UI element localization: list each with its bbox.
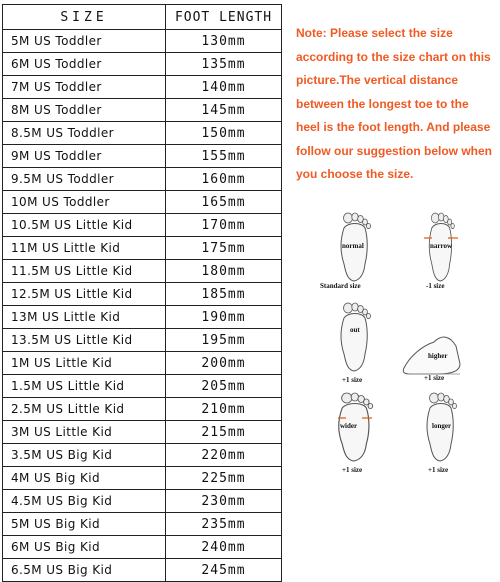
size-cell: 5M US Big Kid: [3, 513, 166, 536]
table-row: [3, 421, 282, 444]
size-cell: 6.5M US Big Kid: [3, 559, 166, 582]
size-suggestion-caption: +1 size: [342, 376, 363, 384]
table-row: [3, 513, 282, 536]
foot-card-narrow: [408, 206, 480, 288]
size-cell: 12.5M US Little Kid: [3, 283, 166, 306]
table-row: [3, 559, 282, 582]
table-header-row: [3, 5, 282, 30]
table-row: [3, 53, 282, 76]
table-row: [3, 168, 282, 191]
foot-type-label: narrow: [430, 242, 453, 250]
size-suggestion-caption: +1 size: [342, 466, 363, 474]
table-row: [3, 536, 282, 559]
size-cell: 11M US Little Kid: [3, 237, 166, 260]
foot-length-cell: 215mm: [166, 421, 282, 444]
table-row: [3, 191, 282, 214]
table-row: [3, 490, 282, 513]
size-cell: 1.5M US Little Kid: [3, 375, 166, 398]
foot-length-cell: 245mm: [166, 559, 282, 582]
size-suggestion-caption: +1 size: [424, 374, 445, 382]
foot-length-cell: 220mm: [166, 444, 282, 467]
size-cell: 2.5M US Little Kid: [3, 398, 166, 421]
table-row: [3, 145, 282, 168]
table-row: [3, 306, 282, 329]
foot-length-cell: 165mm: [166, 191, 282, 214]
size-cell: 9M US Toddler: [3, 145, 166, 168]
size-cell: 10.5M US Little Kid: [3, 214, 166, 237]
size-cell: 5M US Toddler: [3, 30, 166, 53]
size-cell: 10M US Toddler: [3, 191, 166, 214]
foot-type-label: out: [350, 326, 360, 334]
size-cell: 7M US Toddler: [3, 76, 166, 99]
size-guide-note: Note: Please select the size according to the size chart on this picture.The vertical distance between the longest toe to the heel is the foot length. And please follow our suggestion below when you choose the size.: [296, 26, 492, 181]
size-cell: 3M US Little Kid: [3, 421, 166, 444]
table-row: [3, 30, 282, 53]
table-row: [3, 467, 282, 490]
foot-length-cell: 150mm: [166, 122, 282, 145]
foot-length-cell: 240mm: [166, 536, 282, 559]
table-row: [3, 260, 282, 283]
foot-length-cell: 205mm: [166, 375, 282, 398]
foot-length-cell: 140mm: [166, 76, 282, 99]
table-row: [3, 352, 282, 375]
foot-length-cell: 185mm: [166, 283, 282, 306]
size-suggestion-caption: Standard size: [320, 282, 361, 290]
table-row: [3, 375, 282, 398]
foot-length-cell: 170mm: [166, 214, 282, 237]
size-cell: 13.5M US Little Kid: [3, 329, 166, 352]
foot-length-cell: 145mm: [166, 99, 282, 122]
foot-type-label: normal: [342, 242, 364, 250]
size-cell: 9.5M US Toddler: [3, 168, 166, 191]
foot-length-cell: 160mm: [166, 168, 282, 191]
foot-card-normal: [322, 206, 394, 288]
table-row: [3, 76, 282, 99]
size-cell: 11.5M US Little Kid: [3, 260, 166, 283]
size-suggestion-caption: -1 size: [426, 282, 445, 290]
size-cell: 8M US Toddler: [3, 99, 166, 122]
foot-type-label: higher: [428, 352, 448, 360]
size-cell: 4M US Big Kid: [3, 467, 166, 490]
size-column-header: SIZE: [3, 5, 166, 30]
table-row: [3, 329, 282, 352]
foot-card-wider: [322, 386, 394, 474]
size-chart-table: [2, 4, 282, 582]
foot-length-cell: 225mm: [166, 467, 282, 490]
foot-length-cell: 130mm: [166, 30, 282, 53]
size-cell: 8.5M US Toddler: [3, 122, 166, 145]
foot-length-cell: 190mm: [166, 306, 282, 329]
table-row: [3, 283, 282, 306]
size-cell: 1M US Little Kid: [3, 352, 166, 375]
foot-length-cell: 135mm: [166, 53, 282, 76]
foot-length-cell: 230mm: [166, 490, 282, 513]
foot-type-label: longer: [432, 422, 452, 430]
size-cell: 6M US Big Kid: [3, 536, 166, 559]
foot-length-cell: 195mm: [166, 329, 282, 352]
foot-length-cell: 210mm: [166, 398, 282, 421]
table-row: [3, 237, 282, 260]
table-row: [3, 99, 282, 122]
foot-length-cell: 180mm: [166, 260, 282, 283]
size-cell: 6M US Toddler: [3, 53, 166, 76]
size-cell: 13M US Little Kid: [3, 306, 166, 329]
table-row: [3, 122, 282, 145]
table-row: [3, 398, 282, 421]
size-cell: 3.5M US Big Kid: [3, 444, 166, 467]
foot-type-label: wider: [340, 422, 358, 430]
foot-length-cell: 155mm: [166, 145, 282, 168]
table-row: [3, 214, 282, 237]
foot-length-cell: 235mm: [166, 513, 282, 536]
size-cell: 4.5M US Big Kid: [3, 490, 166, 513]
foot-length-cell: 200mm: [166, 352, 282, 375]
foot-length-column-header: FOOT LENGTH: [166, 5, 282, 30]
foot-length-cell: 175mm: [166, 237, 282, 260]
size-suggestion-caption: +1 size: [428, 466, 449, 474]
foot-card-out: [322, 296, 394, 384]
table-row: [3, 444, 282, 467]
foot-card-longer: [408, 386, 480, 474]
